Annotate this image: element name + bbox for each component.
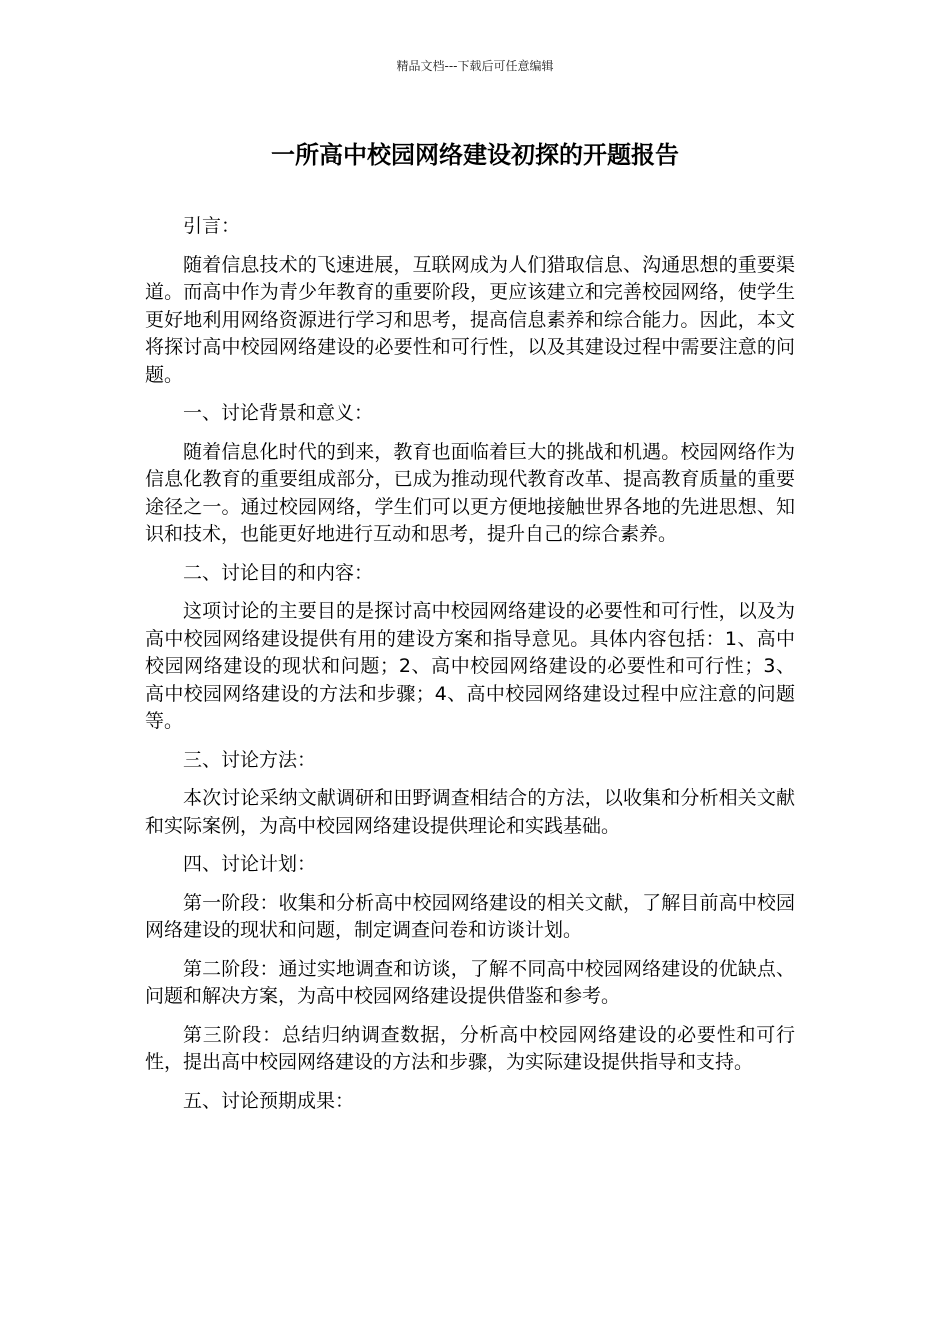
paragraph-plan-stage-3: 第三阶段：总结归纳调查数据，分析高中校园网络建设的必要性和可行性，提出高中校园网络建设的方法和步骤，为实际建设提供指导和支持。 <box>145 1023 795 1073</box>
paragraph-plan-stage-2: 第二阶段：通过实地调查和访谈，了解不同高中校园网络建设的优缺点、问题和解决方案，为高中校园网络建设提供借鉴和参考。 <box>145 957 795 1007</box>
section-heading-intro: 引言： <box>183 215 241 237</box>
header-note: 精品文档---下载后可任意编辑 <box>396 59 554 73</box>
section-heading-outcomes: 五、讨论预期成果： <box>183 1089 355 1112</box>
paragraph-method: 本次讨论采纳文献调研和田野调查相结合的方法，以收集和分析相关文献和实际案例，为高中校园网络建设提供理论和实践基础。 <box>145 787 795 837</box>
section-heading-plan: 四、讨论计划： <box>183 853 317 875</box>
document-body <box>145 213 795 1126</box>
paragraph-purpose: 这项讨论的主要目的是探讨高中校园网络建设的必要性和可行性，以及为高中校园网络建设提供有用的建设方案和指导意见。具体内容包括：1、高中校园网络建设的现状和问题；2、高中校园网络建设的必要性和可行性；3、高中校园网络建设的方法和步骤；4、高中校园网络建设过程中应注意的问题等。 <box>145 600 795 732</box>
section-heading-method: 三、讨论方法： <box>183 748 317 771</box>
paragraph-plan-stage-1: 第一阶段：收集和分析高中校园网络建设的相关文献，了解目前高中校园网络建设的现状和问题，制定调查问卷和访谈计划。 <box>145 891 795 941</box>
document-title: 一所高中校园网络建设初探的开题报告 <box>271 141 679 169</box>
paragraph-intro: 随着信息技术的飞速进展，互联网成为人们猎取信息、沟通思想的重要渠道。而高中作为青少年教育的重要阶段，更应该建立和完善校园网络，使学生更好地利用网络资源进行学习和思考，提高信息素养和综合能力。因此，本文将探讨高中校园网络建设的必要性和可行性，以及其建设过程中需要注意的问题。 <box>145 253 795 386</box>
section-heading-purpose: 二、讨论目的和内容： <box>183 561 374 584</box>
section-heading-background: 一、讨论背景和意义： <box>183 402 374 424</box>
paragraph-background: 随着信息化时代的到来，教育也面临着巨大的挑战和机遇。校园网络作为信息化教育的重要组成部分，已成为推动现代教育改革、提高教育质量的重要途径之一。通过校园网络，学生们可以更方便地接触世界各地的先进思想、知识和技术，也能更好地进行互动和思考，提升自己的综合素养。 <box>145 440 795 545</box>
